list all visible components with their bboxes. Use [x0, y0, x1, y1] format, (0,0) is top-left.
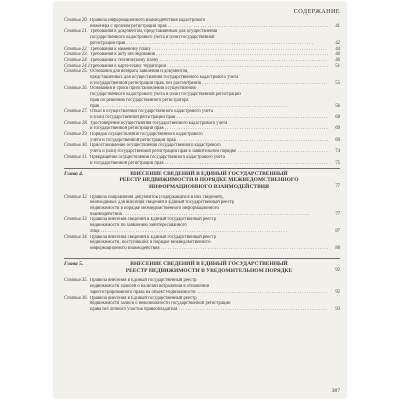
- page-ref: 55: [335, 80, 340, 86]
- article-title-line: Основания для возврата заявления и документов,: [90, 69, 189, 75]
- article-label: Статья 33.: [64, 217, 88, 223]
- article-title-line: Требования к карте-плану территории . . .: [90, 64, 328, 70]
- toc-entry: [64, 18, 340, 29]
- article-label: Статья 35.: [64, 278, 88, 284]
- chapter-title-line: РЕЕСТР НЕДВИЖИМОСТИ В ПОРЯДКЕ МЕЖВЕДОМСТВЕННОГО: [119, 177, 299, 184]
- article-title-line: Требования к межевому плану . . .: [90, 47, 328, 53]
- article-title: [90, 18, 328, 29]
- toc-entry: [64, 296, 340, 313]
- article-title-line: государственного кадастрового учета и (или) государственной регистрации: [90, 92, 241, 98]
- page-ref: 77: [335, 184, 340, 190]
- article-label: Статья 20.: [64, 18, 88, 23]
- toc-entry: [64, 121, 340, 132]
- article-title-line: информационного взаимодействия . . .: [90, 246, 328, 252]
- article-title-line: Удостоверение осуществления государственного кадастрового учета: [90, 120, 228, 126]
- article-title-line: недвижимости, поступивших в порядке межведомственного: [90, 240, 211, 246]
- toc-entry: [64, 195, 340, 218]
- article-title-line: Правила внесения сведений в Единый государственный реестр: [90, 234, 217, 240]
- article-label: Статья 27.: [64, 109, 88, 115]
- toc-entry: [64, 235, 340, 252]
- page-ref: 77: [335, 211, 340, 217]
- toc-entry: [64, 217, 340, 234]
- page-ref: 56: [335, 103, 340, 109]
- toc-entry: [64, 278, 340, 295]
- article-title-line: Правила информационного взаимодействия кадастрового: [90, 18, 206, 23]
- article-title-line: и государственной регистрации прав . . .: [90, 126, 328, 132]
- page-ref: 41: [335, 23, 340, 29]
- article-title: [90, 121, 328, 132]
- article-title: [90, 195, 328, 218]
- article-title-line: учета и (или) государственной регистрации прав в заявительном порядке . . .: [90, 149, 328, 155]
- article-title-line: зарегистрированного права на объект недвижимости . . .: [90, 290, 328, 296]
- page-ref: 87: [335, 228, 340, 234]
- article-title-line: Требования к акту обследования . . .: [90, 52, 328, 58]
- page-ref: 42: [335, 40, 340, 46]
- chapter-label: Глава 5.: [64, 261, 84, 268]
- chapter-4-heading: [64, 171, 340, 191]
- page-ref: 46: [335, 52, 340, 58]
- article-label: Статья 34.: [64, 234, 88, 240]
- page-ref: 74: [335, 149, 340, 155]
- article-title-line: недвижимости записей о наличии возражения в отношении: [90, 284, 210, 290]
- article-title-line: недвижимости записи о невозможности государственной регистрации: [90, 301, 231, 307]
- separator-line: [64, 168, 340, 169]
- table-of-contents: [64, 18, 340, 313]
- toc-entry: [64, 109, 340, 120]
- page-ref: 68: [335, 114, 340, 120]
- chapter-title-line: ВНЕСЕНИЕ СВЕДЕНИЙ В ЕДИНЫЙ ГОСУДАРСТВЕННЫЙ: [130, 261, 288, 268]
- book-page: [54, 2, 346, 398]
- toc-entry: [64, 29, 340, 46]
- chapter-title: [90, 171, 328, 191]
- separator-line: [64, 258, 340, 259]
- article-title-line: Приостановление осуществления государственного кадастрового: [90, 143, 221, 149]
- article-title: [90, 278, 328, 295]
- page-ref: 69: [335, 137, 340, 143]
- article-label: Статья 24.: [64, 57, 88, 63]
- article-label: Статья 23.: [64, 52, 88, 58]
- article-label: Статья 36.: [64, 295, 88, 301]
- page-ref: 75: [335, 160, 340, 166]
- article-title-line: необходимых для внесения сведений в Единый государственный реестр: [90, 200, 235, 206]
- article-title: [90, 69, 328, 86]
- chapter-title-line: ВНЕСЕНИЕ СВЕДЕНИЙ В ЕДИНЫЙ ГОСУДАРСТВЕННЫЙ: [130, 170, 288, 177]
- article-title-line: регистрации прав . . .: [90, 41, 328, 47]
- article-label: Статья 30.: [64, 143, 88, 149]
- article-title-line: Правила внесения сведений в Единый государственный реестр: [90, 217, 217, 223]
- article-title-line: Правила направления документов (содержащихся в них сведений),: [90, 194, 224, 200]
- chapter-title-line: ИНФОРМАЦИОННОГО ВЗАИМОДЕЙСТВИЯ: [148, 184, 270, 191]
- entries-group-b: [64, 195, 340, 252]
- article-title-line: Требования к техническому плану . . .: [90, 58, 328, 64]
- article-title-line: прав . . .: [90, 104, 328, 110]
- toc-entry: [64, 143, 340, 154]
- article-title-line: представленных для осуществления государственного кадастрового учета: [90, 75, 239, 81]
- page-ref: 92: [335, 289, 340, 295]
- article-title-line: инженера с органом регистрации прав . . .: [90, 24, 328, 30]
- article-title-line: лица . . .: [90, 229, 328, 235]
- page-ref: 46: [335, 57, 340, 63]
- article-title-line: недвижимости по заявлению заинтересованного: [90, 223, 187, 229]
- article-label: Статья 32.: [64, 194, 88, 200]
- article-label: Статья 21.: [64, 29, 88, 35]
- entries-group-a: [64, 18, 340, 166]
- page-ref: 88: [335, 245, 340, 251]
- article-title: [90, 217, 328, 234]
- article-title: [90, 109, 328, 120]
- article-label: Статья 31.: [64, 154, 88, 160]
- article-title-line: Основания и сроки приостановления осуществления: [90, 86, 196, 92]
- article-title-line: недвижимости в порядке межведомственного информационного: [90, 206, 219, 212]
- toc-entry: [64, 155, 340, 166]
- article-label: Статья 24.1.: [64, 63, 92, 69]
- article-title-line: Правила внесения в Единый государственный реестр: [90, 295, 197, 301]
- page-ref: 51: [335, 63, 340, 69]
- article-label: Статья 26.: [64, 86, 88, 92]
- toc-entry: [64, 69, 340, 86]
- article-label: Статья 22.: [64, 46, 88, 52]
- article-label: Статья 28.: [64, 120, 88, 126]
- article-title-line: государственного кадастрового учета и (или) государственной: [90, 35, 215, 41]
- article-title: [90, 235, 328, 252]
- page-number: 387: [331, 388, 340, 394]
- chapter-5-heading: [64, 261, 340, 274]
- article-title: [90, 29, 328, 46]
- article-title: [90, 132, 328, 143]
- page-ref: 44: [335, 46, 340, 52]
- article-label: Статья 29.: [64, 132, 88, 138]
- entries-group-c: [64, 278, 340, 312]
- page-ref: 69: [335, 126, 340, 132]
- article-title-line: Прекращение осуществления государственного кадастрового учета: [90, 154, 225, 160]
- article-title-line: Правила внесения в Единый государственный реестр: [90, 278, 197, 284]
- article-title-line: и (или) государственной регистрации прав . . .: [90, 115, 328, 121]
- chapter-title: [90, 261, 328, 274]
- running-header: СОДЕРЖАНИЕ: [293, 8, 340, 15]
- toc-entry: [64, 86, 340, 109]
- article-title: [90, 86, 328, 109]
- article-title-line: и государственной регистрации прав . . .: [90, 161, 328, 167]
- chapter-title-line: РЕЕСТР НЕДВИЖИМОСТИ В УВЕДОМИТЕЛЬНОМ ПОРЯДКЕ: [125, 267, 293, 274]
- article-title-line: и государственной регистрации прав, без рассмотрения . . .: [90, 81, 328, 87]
- article-title-line: Порядок осуществления государственного кадастрового: [90, 132, 203, 138]
- toc-entry: [64, 132, 340, 143]
- article-title: [90, 143, 328, 154]
- chapter-label: Глава 4.: [64, 170, 84, 177]
- article-title: [90, 296, 328, 313]
- page-ref: 93: [335, 306, 340, 312]
- article-title-line: Отказ в осуществлении государственного кадастрового учета: [90, 109, 213, 115]
- article-title-line: права без личного участия правообладателя . . .: [90, 307, 328, 313]
- page-ref: 92: [335, 267, 340, 273]
- article-title-line: учета и государственной регистрации прав . . .: [90, 138, 328, 144]
- article-title-line: Требования к документам, представляемым для осуществления: [90, 29, 218, 35]
- article-label: Статья 25.: [64, 69, 88, 75]
- article-title-line: прав по решению государственного регистратора: [90, 97, 189, 103]
- article-title: [90, 155, 328, 166]
- article-title-line: взаимодействия . . .: [90, 212, 328, 218]
